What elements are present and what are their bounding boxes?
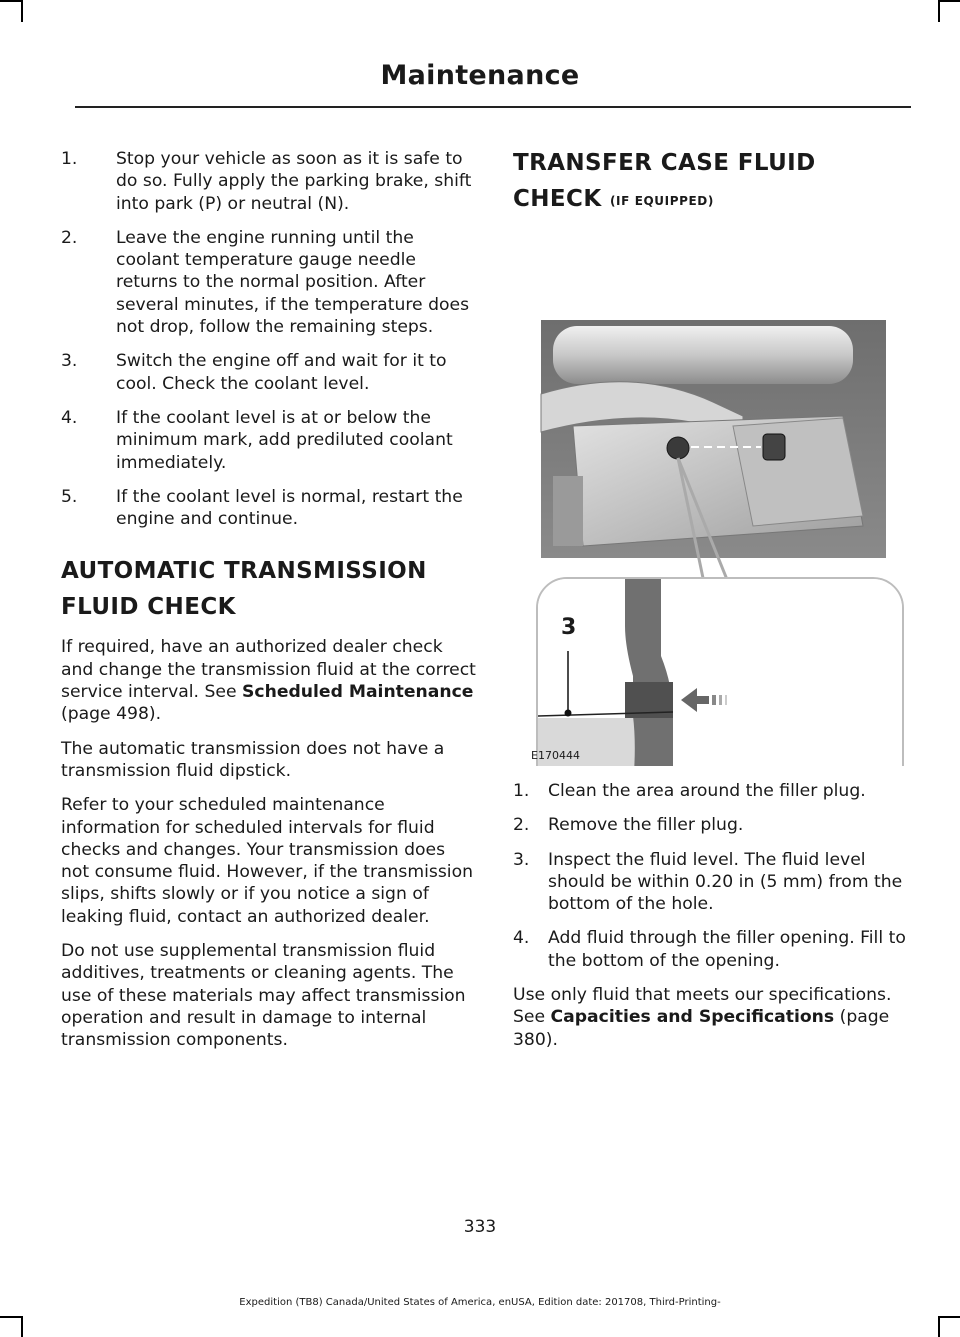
step-text: If the coolant level is at or below the minimum mark, add prediluted coolant immediately. xyxy=(116,407,453,473)
header-rule xyxy=(75,106,911,108)
paragraph xyxy=(513,984,913,1051)
step-number: 4. xyxy=(513,928,530,949)
step-text: If the coolant level is normal, restart the engine and continue. xyxy=(116,486,463,530)
paragraph: The automatic transmission does not have a transmission fluid dipstick. xyxy=(61,738,445,781)
step-text: Add fluid through the filler opening. Fill to the bottom of the opening. xyxy=(548,928,906,971)
footer-text: Expedition (TB8) Canada/United States of America, enUSA, Edition date: 201708, Third-Printing- xyxy=(239,1297,721,1308)
crop-mark-bottom-left-v xyxy=(21,1316,23,1337)
page-title: Maintenance xyxy=(380,60,580,91)
list-item xyxy=(513,849,913,916)
page-number: 333 xyxy=(463,1217,497,1237)
filler-plug xyxy=(763,434,785,460)
crop-mark-top-left xyxy=(0,0,22,2)
list-item xyxy=(61,350,476,395)
left-column xyxy=(61,148,476,1064)
heading-text: CHECK xyxy=(513,186,602,212)
heading-line: FLUID CHECK xyxy=(61,594,236,621)
paragraph: Do not use supplemental transmission fluid additives, treatments or cleaning agents. The use of these materials may affect transmission operation and result in damage to internal transmission components. xyxy=(61,941,466,1051)
figure-code: E170444 xyxy=(531,749,580,762)
paragraph-text: If required, have an authorized dealer check and change the transmission fluid at the correct service interval. See xyxy=(61,637,476,703)
list-item xyxy=(61,148,476,215)
transfer-case-figure xyxy=(513,226,913,766)
step-number: 5. xyxy=(61,486,78,507)
crop-mark-bottom-left xyxy=(0,1316,22,1318)
step-number: 2. xyxy=(513,815,530,836)
paragraph-text: (page 498). xyxy=(61,704,162,725)
bracket-shape xyxy=(553,476,583,546)
arrow-tail xyxy=(725,695,727,705)
paragraph xyxy=(61,636,476,725)
housing-flange xyxy=(733,418,863,526)
crop-mark-bottom-right xyxy=(938,1316,960,1318)
figure-callout-3: 3 xyxy=(561,615,577,640)
cross-reference: Capacities and Specifications xyxy=(550,1007,835,1028)
crop-mark-top-left-v xyxy=(21,0,23,22)
list-item xyxy=(513,814,913,836)
list-item xyxy=(513,780,913,802)
step-number: 1. xyxy=(61,149,78,169)
callout-dot xyxy=(565,710,572,717)
step-number: 4. xyxy=(61,407,78,428)
transfer-case-illustration xyxy=(513,226,913,766)
driveshaft-shape xyxy=(553,326,853,384)
step-text: Clean the area around the filler plug. xyxy=(548,781,866,801)
step-number: 3. xyxy=(513,849,530,870)
list-item xyxy=(61,486,476,531)
paragraph: Refer to your scheduled maintenance information for scheduled intervals for fluid checks and changes. Your transmission does not consume fluid. However, if the transmission slips, shifts slowly or if you notice a sign of leaking fluid, contact an authorized dealer. xyxy=(61,795,473,927)
arrow-tail xyxy=(719,695,722,705)
transfer-case-steps xyxy=(513,780,913,972)
list-item xyxy=(61,227,476,338)
crop-mark-top-right-v xyxy=(938,0,940,22)
list-item xyxy=(61,407,476,474)
right-column xyxy=(513,148,913,1063)
step-text: Stop your vehicle as soon as it is safe to do so. Fully apply the parking brake, shift into park (P) or neutral (N). xyxy=(116,149,472,214)
section-heading-transmission xyxy=(61,556,476,622)
coolant-steps xyxy=(61,148,476,530)
crop-mark-bottom-right-v xyxy=(938,1316,940,1337)
crop-mark-top-right xyxy=(938,0,960,2)
step-text: Switch the engine off and wait for it to cool. Check the coolant level. xyxy=(116,351,447,394)
step-text: Leave the engine running until the coolant temperature gauge needle returns to the normal position. After several minutes, if the temperature does not drop, follow the remaining steps. xyxy=(116,227,470,338)
heading-line xyxy=(513,184,913,216)
step-number: 3. xyxy=(61,351,78,372)
step-number: 2. xyxy=(61,227,78,248)
step-text: Inspect the fluid level. The fluid level should be within 0.20 in (5 mm) from the bottom of the hole. xyxy=(548,849,903,915)
heading-line: AUTOMATIC TRANSMISSION xyxy=(61,558,427,585)
filler-hole xyxy=(667,437,689,459)
cross-reference: Scheduled Maintenance xyxy=(242,682,474,703)
paragraph-text: (page 380). xyxy=(513,1007,890,1050)
heading-suffix: (IF EQUIPPED) xyxy=(609,194,714,208)
paragraph-text: Use only fluid that meets our specifications. See xyxy=(513,985,892,1028)
section-heading-transfer-case xyxy=(513,148,913,216)
list-item xyxy=(513,927,913,972)
step-text: Remove the filler plug. xyxy=(548,815,744,836)
heading-line: TRANSFER CASE FLUID xyxy=(513,150,816,176)
arrow-tail xyxy=(712,695,716,705)
step-number: 1. xyxy=(513,781,530,801)
